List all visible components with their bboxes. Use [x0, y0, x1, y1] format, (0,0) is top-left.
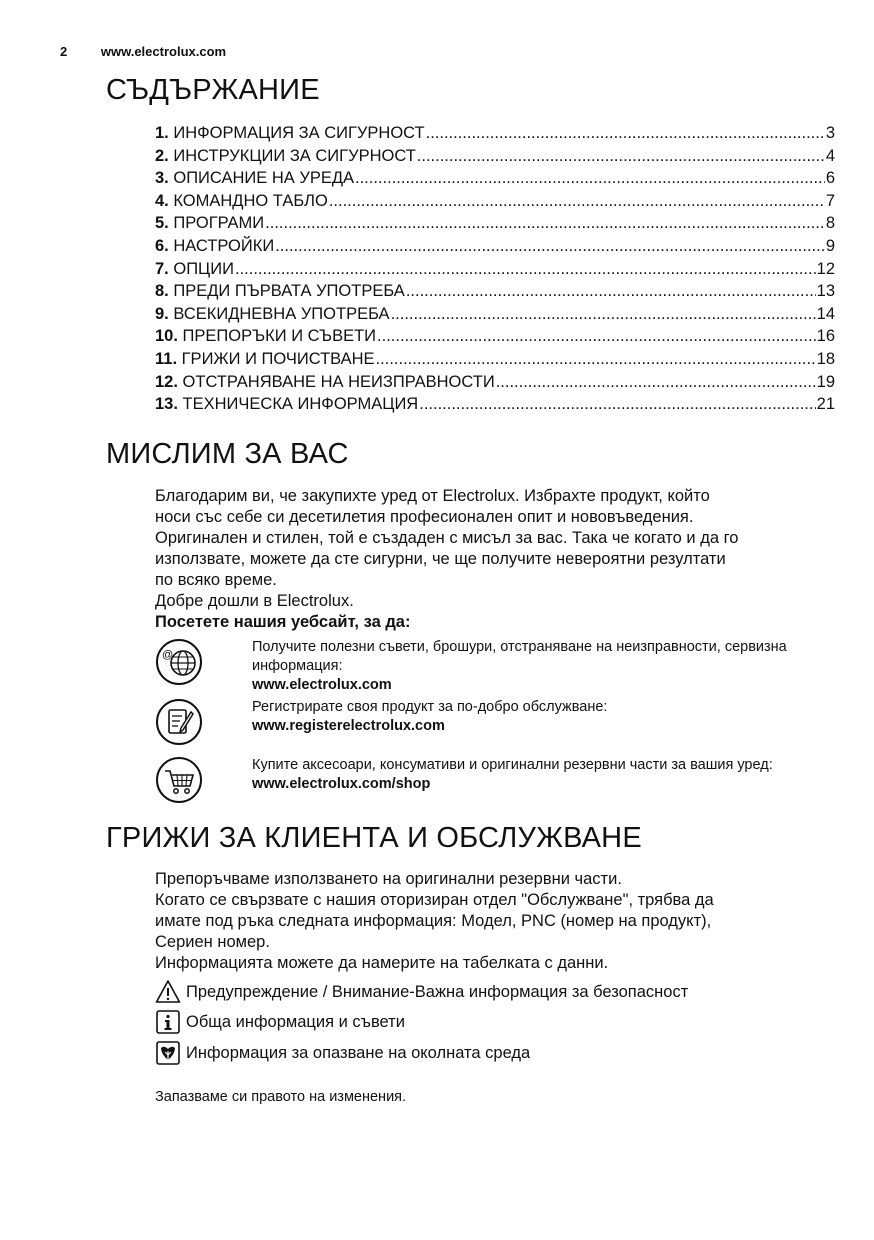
toc-entry-title [155, 214, 264, 233]
toc-entry-page: 6 [825, 169, 835, 188]
reservation-note: Запазваме си правото на изменения. [155, 1089, 407, 1105]
site-url[interactable]: www.electrolux.com [100, 44, 227, 59]
toc-leader-dots [329, 192, 825, 211]
toc-entry[interactable] [155, 305, 835, 328]
warning-icon [155, 979, 181, 1005]
toc-entry-label: ПРОГРАМИ [173, 214, 265, 233]
toc-entry-label: ГРИЖИ И ПОЧИСТВАНЕ [181, 349, 375, 368]
toc-entry-label: ТЕХНИЧЕСКА ИНФОРМАЦИЯ [182, 395, 419, 414]
toc-entry-label: ИНФОРМАЦИЯ ЗА СИГУРНОСТ [173, 124, 425, 142]
legend-text: Информация за опазване на околната среда [186, 1043, 531, 1062]
toc-entry-label: ИНСТРУКЦИИ ЗА СИГУРНОСТ [173, 146, 416, 165]
toc-entry-number: 6. [155, 236, 169, 255]
text-line: Оригинален и стилен, той е създаден с мисъл за вас. Така че когато и да го [155, 529, 739, 547]
toc-leader-dots [419, 395, 815, 414]
toc-entry-number: 13. [155, 395, 178, 414]
toc-entry[interactable] [155, 327, 835, 350]
cart-icon [155, 756, 203, 804]
text-line: Информацията можете да намерите на табелката с данни. [155, 954, 609, 972]
text-line: Благодарим ви, че закупихте уред от Electrolux. Избрахте продукт, който [155, 487, 710, 505]
visit-label: Посетете нашия уебсайт, за да: [155, 613, 411, 631]
info-icon [155, 1009, 181, 1035]
toc-entry-title [155, 395, 418, 414]
toc-entry-page: 8 [825, 214, 835, 233]
web-item-text: Получите полезни съвети, брошури, отстраняване на неизправности, сервизна информация: [252, 639, 787, 674]
web-item-text: Регистрирате своя продукт за по-добро обслужване: [252, 699, 608, 715]
table-of-contents [155, 124, 835, 418]
toc-leader-dots [406, 282, 816, 301]
toc-entry-title [155, 260, 234, 279]
thinking-text [155, 486, 845, 633]
toc-entry-title [155, 169, 354, 188]
toc-entry[interactable] [155, 260, 835, 283]
toc-entry-label: ПРЕПОРЪКИ И СЪВЕТИ [182, 327, 377, 346]
legend-warning [155, 979, 688, 1005]
toc-leader-dots [265, 214, 825, 233]
toc-entry[interactable] [155, 237, 835, 260]
web-item-url[interactable]: www.registerelectrolux.com [252, 718, 445, 734]
toc-entry-number: 8. [155, 282, 169, 301]
toc-entry-label: КОМАНДНО ТАБЛО [173, 191, 328, 210]
toc-entry-title [155, 305, 390, 324]
toc-entry-number: 12. [155, 372, 178, 391]
toc-entry-number: 4. [155, 191, 169, 210]
svg-text:@: @ [162, 649, 174, 661]
toc-entry-title [155, 350, 375, 369]
toc-entry-title [155, 124, 425, 143]
toc-entry-label: ОПЦИИ [173, 259, 234, 278]
thinking-title: МИСЛИМ ЗА ВАС [106, 438, 349, 470]
toc-entry[interactable] [155, 169, 835, 192]
toc-entry-page: 18 [816, 349, 835, 368]
toc-entry-page: 19 [816, 372, 835, 391]
toc-entry-title [155, 327, 376, 346]
toc-entry-page: 3 [825, 124, 835, 142]
toc-entry[interactable] [155, 395, 835, 418]
toc-entry-number: 11. [155, 349, 178, 368]
toc-leader-dots [275, 237, 825, 256]
toc-entry[interactable] [155, 214, 835, 237]
web-item-url[interactable]: www.electrolux.com [252, 677, 392, 693]
toc-leader-dots [377, 327, 816, 346]
legend-info [155, 1009, 405, 1035]
web-item-url[interactable]: www.electrolux.com/shop [252, 776, 431, 792]
text-line: имате под ръка следната информация: Модел, PNC (номер на продукт), [155, 912, 712, 930]
toc-entry-label: ОПИСАНИЕ НА УРЕДА [173, 169, 355, 188]
toc-entry-page: 13 [816, 282, 835, 301]
toc-entry-page: 7 [825, 191, 835, 210]
toc-entry-number: 9. [155, 304, 169, 323]
legend-environment [155, 1040, 530, 1066]
toc-entry-page: 4 [825, 146, 835, 165]
globe-icon [155, 638, 203, 686]
toc-leader-dots [355, 169, 825, 188]
web-item-text: Купите аксесоари, консумативи и оригинални резервни части за вашия уред: [252, 757, 773, 773]
toc-entry[interactable] [155, 192, 835, 215]
toc-entry-number: 7. [155, 259, 169, 278]
toc-entry-number: 3. [155, 169, 169, 188]
text-line: Добре дошли в Electrolux. [155, 592, 354, 610]
text-line: Сериен номер. [155, 933, 270, 951]
toc-entry-page: 16 [816, 327, 835, 346]
toc-entry[interactable] [155, 350, 835, 373]
care-text [155, 869, 845, 974]
toc-entry-page: 9 [825, 236, 835, 255]
toc-entry-number: 1. [155, 124, 169, 142]
toc-entry-page: 21 [816, 395, 835, 414]
toc-leader-dots [391, 305, 816, 324]
toc-entry-title [155, 282, 405, 301]
toc-leader-dots [496, 373, 816, 392]
toc-entry-page: 12 [816, 259, 835, 278]
toc-entry-number: 5. [155, 214, 169, 233]
toc-entry[interactable] [155, 373, 835, 396]
text-line: Когато се свързвате с нашия оторизиран отдел "Обслужване", трябва да [155, 891, 714, 909]
toc-entry-label: НАСТРОЙКИ [173, 236, 275, 255]
toc-entry-title [155, 237, 274, 256]
page-number: 2 [60, 44, 68, 59]
toc-entry[interactable] [155, 282, 835, 305]
toc-leader-dots [235, 260, 816, 279]
toc-entry-label: ВСЕКИДНЕВНА УПОТРЕБА [173, 304, 390, 323]
toc-entry[interactable] [155, 147, 835, 170]
toc-entry-label: ОТСТРАНЯВАНЕ НА НЕИЗПРАВНОСТИ [182, 372, 495, 391]
toc-entry-number: 2. [155, 146, 169, 165]
toc-entry-title [155, 373, 495, 392]
legend-text: Обща информация и съвети [186, 1012, 405, 1031]
register-icon [155, 698, 203, 746]
care-title: ГРИЖИ ЗА КЛИЕНТА И ОБСЛУЖВАНЕ [106, 822, 642, 854]
toc-leader-dots [376, 350, 816, 369]
toc-entry-page: 14 [816, 304, 835, 323]
text-line: използвате, можете да сте сигурни, че ще получите невероятни резултати [155, 550, 726, 568]
toc-leader-dots [426, 124, 825, 143]
toc-leader-dots [417, 147, 825, 166]
environment-icon [155, 1040, 181, 1066]
text-line: носи със себе си десетилетия професионален опит и нововъведения. [155, 508, 694, 526]
toc-entry-label: ПРЕДИ ПЪРВАТА УПОТРЕБА [173, 282, 405, 301]
text-line: Препоръчваме използването на оригинални резервни части. [155, 870, 622, 888]
toc-entry-title [155, 147, 416, 166]
text-line: по всяко време. [155, 571, 277, 589]
legend-text: Предупреждение / Внимание-Важна информация за безопасност [186, 982, 689, 1001]
toc-entry-title [155, 192, 328, 211]
toc-title: СЪДЪРЖАНИЕ [106, 74, 320, 106]
toc-entry[interactable] [155, 124, 835, 147]
page-header [60, 44, 226, 59]
toc-entry-number: 10. [155, 327, 178, 346]
